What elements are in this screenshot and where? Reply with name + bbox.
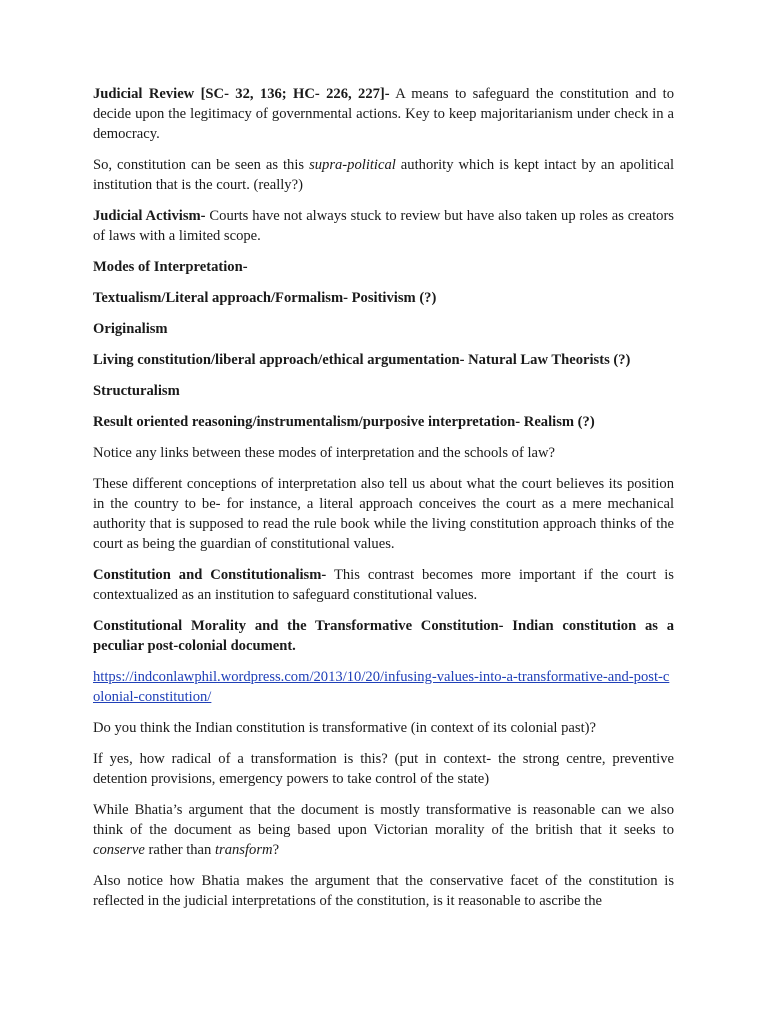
judicial-activism-paragraph [93, 206, 674, 246]
notice-links-paragraph: Notice any links between these modes of interpretation and the schools of law? [93, 445, 555, 461]
question-victorian-morality [93, 800, 674, 860]
mode-item-result-oriented: Result oriented reasoning/instrumentalism/purposive interpretation- Realism (?) [93, 414, 595, 430]
conceptions-paragraph: These different conceptions of interpretation also tell us about what the court believes its position in the country to be- for instance, a literal approach conceives the court as a mere mechanical authority that is supposed to read the rule book while the living constitution approach thinks of the court as being the guardian of constitutional values. [93, 476, 674, 552]
victorian-text-a: While Bhatia’s argument that the document is mostly transformative is reasonable can we also think of the document as being based upon Victorian morality of the british that it seeks to [93, 802, 674, 838]
indconlawphil-link[interactable]: https://indconlawphil.wordpress.com/2013/10/20/infusing-values-into-a-transformative-and-post-colonial-constitution/ [93, 669, 670, 705]
constitutionalism-paragraph [93, 565, 674, 605]
question-radical: If yes, how radical of a transformation is this? (put in context- the strong centre, preventive detention provisions, emergency powers to take control of the state) [93, 751, 674, 787]
victorian-text-b: rather than [144, 842, 215, 858]
supra-political-text-b: authority which is kept intact by an apolitical institution that is the court. (really?) [93, 157, 674, 193]
mode-item-structuralism: Structuralism [93, 383, 180, 399]
question-transformative: Do you think the Indian constitution is transformative (in context of its colonial past)? [93, 720, 596, 736]
mode-item-originalism: Originalism [93, 321, 168, 337]
conserve-emphasis: conserve [93, 842, 145, 858]
supra-political-paragraph [93, 155, 674, 195]
judicial-review-text: A means to safeguard the constitution and to decide upon the legitimacy of governmental actions. Key to keep majoritarianism under check in a democracy. [93, 86, 674, 142]
document-page [93, 84, 674, 922]
constitutionalism-text: This contrast becomes more important if the court is contextualized as an institution to safeguard constitutional values. [93, 567, 674, 603]
supra-political-emphasis: supra-political [309, 157, 396, 173]
link-paragraph [93, 667, 674, 707]
judicial-activism-text: Courts have not always stuck to review but have also taken up roles as creators of laws with a limited scope. [93, 208, 674, 244]
transform-emphasis: transform [214, 842, 273, 858]
mode-item-living-constitution: Living constitution/liberal approach/ethical argumentation- Natural Law Theorists (?) [93, 352, 631, 368]
supra-political-text-a: So, constitution can be seen as this [93, 157, 310, 173]
question-conservative-facet: Also notice how Bhatia makes the argument that the conservative facet of the constitution is reflected in the judicial interpretations of the constitution, is it reasonable to ascribe the [93, 873, 674, 909]
modes-heading: Modes of Interpretation- [93, 259, 248, 275]
judicial-review-paragraph [93, 84, 674, 144]
judicial-activism-term: Judicial Activism- [93, 208, 206, 224]
morality-heading: Constitutional Morality and the Transformative Constitution- Indian constitution as a peculiar post-colonial document. [93, 618, 674, 654]
victorian-text-c: ? [272, 842, 280, 858]
judicial-review-term: Judicial Review [SC- 32, 136; HC- 226, 227]- [93, 86, 390, 102]
constitutionalism-term: Constitution and Constitutionalism- [93, 567, 327, 583]
mode-item-textualism: Textualism/Literal approach/Formalism- Positivism (?) [93, 290, 437, 306]
